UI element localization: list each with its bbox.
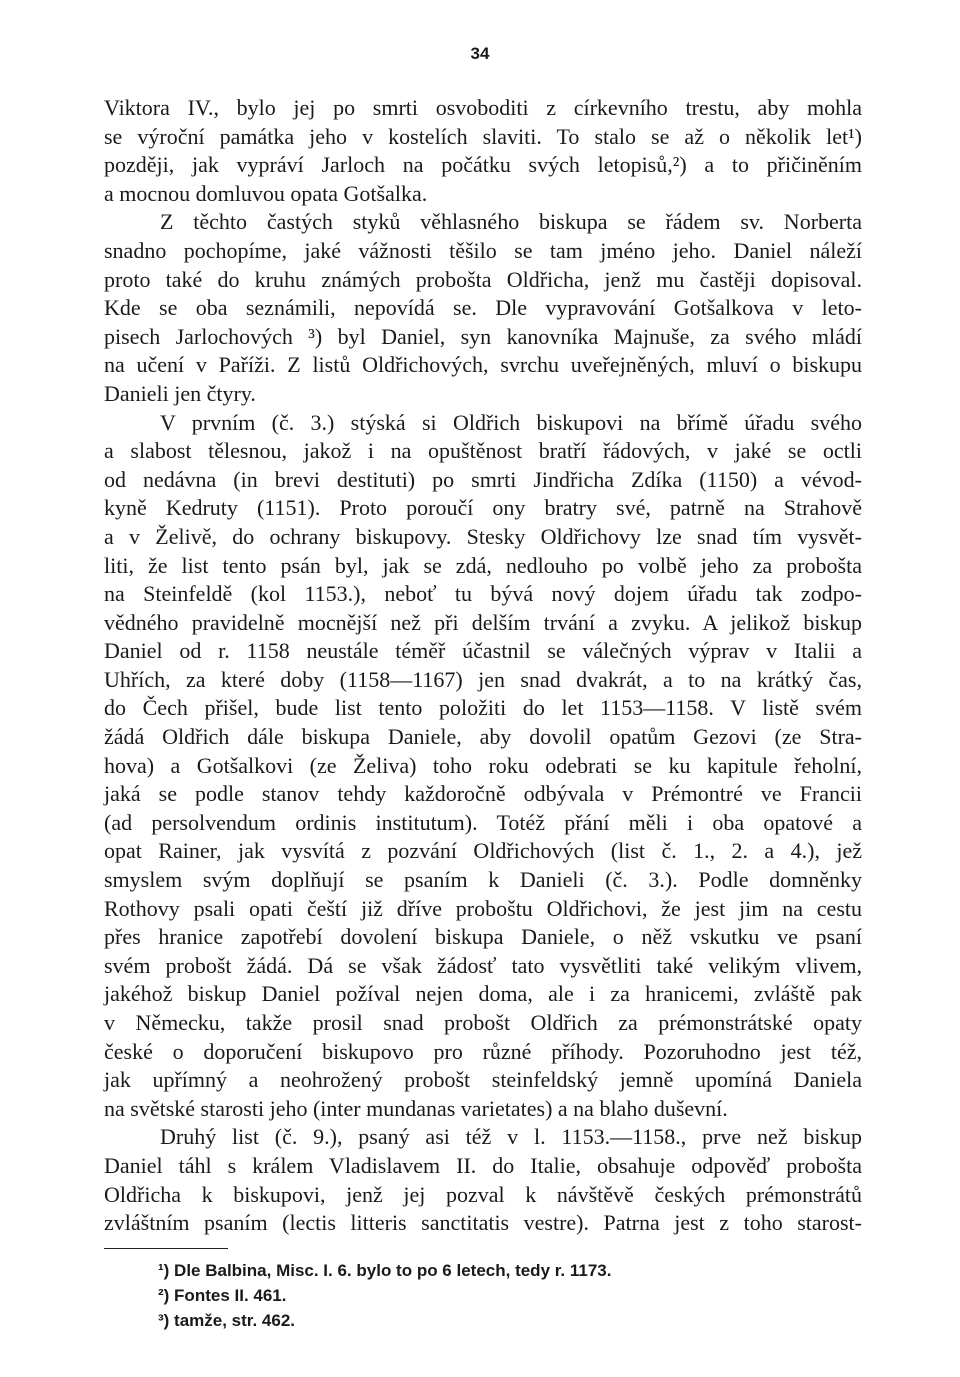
text-line: Oldřicha k biskupovi, jenž jej pozval k návštěvě českých prémonstrátů bbox=[104, 1181, 862, 1207]
text-line: Uhřích, za které doby (1158—1167) jen snad dvakrát, a to na krátký čas, bbox=[104, 666, 862, 692]
text-line: jak upřímný a neohrožený probošt steinfeldský jemně upomíná Daniela bbox=[104, 1067, 862, 1093]
text-line: proto také do kruhu známých proboštа Oldřicha, jenž mu častěji dopisoval. bbox=[104, 266, 862, 292]
text-line: Kde se oba seznámili, nepovídá se. Dle vypravování Gotšalkova v leto- bbox=[104, 295, 862, 321]
text-line: jaká se podle stanov tehdy každoročně odbývala v Prémontré ve Francii bbox=[104, 781, 862, 807]
text-line: V prvním (č. 3.) stýská si Oldřich biskupovi na břímě úřadu svého bbox=[160, 409, 862, 435]
text-line: Danieli jen čtyry. bbox=[104, 380, 256, 406]
body-text bbox=[104, 94, 862, 1238]
text-line: české o doporučení biskupovo pro různé příhody. Pozoruhodno jest též, bbox=[104, 1038, 862, 1064]
text-line: Z těchto častých styků věhlasného biskupa se řádem sv. Norberta bbox=[160, 209, 862, 235]
text-line: na světské starosti jeho (inter mundanas varietates) a na blaho duševní. bbox=[104, 1095, 728, 1121]
text-line: vědného pravidelně mocnější než při delším trvání a zvyku. A jelikož biskup bbox=[104, 609, 862, 635]
text-line: Daniel od r. 1158 neustále téměř účastnil se válečných výprav v Italii a bbox=[104, 638, 862, 664]
text-line: jakéhož biskup Daniel požíval nejen doma, ale i za hranicemi, zvláště pak bbox=[104, 981, 862, 1007]
text-line: se výroční památka jeho v kostelích slaviti. To stalo se až o několik let¹) bbox=[104, 123, 862, 149]
text-line: od nedávna (in brevi destituti) po smrti Jindřicha Zdíka (1150) a vévod- bbox=[104, 466, 862, 492]
page-number: 34 bbox=[470, 44, 490, 63]
text-line: Rothovy psali opati čeští již dříve proboštu Oldřichovi, že jest jim na cestu bbox=[104, 895, 862, 921]
text-line: Daniel táhl s králem Vladislavem II. do Italie, obsahuje odpověď probošta bbox=[104, 1152, 862, 1178]
text-line: v Německu, takže prosil snad probošt Oldřich za prémonstrátské opaty bbox=[104, 1010, 862, 1035]
text-line: (ad persolvendum ordinis institutum). Totéž přání měli i oba opatové a bbox=[104, 809, 862, 835]
text-line: žádá Oldřich dále biskupa Daniele, aby dovolil opatům Gezovi (ze Stra- bbox=[104, 724, 862, 750]
text-line: Druhý list (č. 9.), psaný asi též v l. 1153.—1158., prve než biskup bbox=[160, 1124, 862, 1150]
text-line: přes hranice zapotřebí dovolení biskupa Daniele, o něž vskutku ve psaní bbox=[104, 924, 862, 950]
footnotes bbox=[158, 1258, 858, 1333]
text-line: na Steinfeldě (kol 1153.), neboť tu bývá nový dojem úřadu tak zodpo- bbox=[104, 581, 862, 607]
text-line: později, jak vypráví Jarloch na počátku svých letopisů,²) a to přičiněním bbox=[104, 152, 862, 178]
text-line: zvláštním psaním (lectis litteris sanctitatis vestre). Patrna jest z toho starost- bbox=[104, 1210, 862, 1236]
footnote: ³) tamže, str. 462. bbox=[158, 1311, 296, 1330]
text-line: hova) a Gotšalkovi (ze Želiva) toho roku odebrati se ku kapitule řeholní, bbox=[104, 752, 862, 778]
text-line: a v Želivě, do ochrany biskupovy. Stesky Oldřichovy lze snad tím vysvět- bbox=[104, 523, 862, 549]
text-line: do Čech přišel, bude list tento položiti do let 1153—1158. V listě svém bbox=[104, 695, 862, 721]
text-line: opat Rainer, jak vysvítá z pozvání Oldřichových (list č. 1., 2. a 4.), jež bbox=[104, 838, 862, 864]
text-line: na učení v Paříži. Z listů Oldřichových, svrchu uveřejněných, mluví o biskupu bbox=[104, 352, 862, 378]
text-line: svém probošt žádá. Dá se však žádosť tato vysvětliti také velikým vlivem, bbox=[104, 952, 862, 978]
text-line: kyně Kedruty (1151). Proto poroučí ony bratry své, patrně na Strahově bbox=[104, 495, 862, 521]
text-line: a slabost tělesnou, jakož i na opuštěnost bratří řádových, v jaké se octli bbox=[104, 438, 862, 464]
text-line: snadno pochopíme, jaké vážnosti těšilo se tam jméno jeho. Daniel náleží bbox=[104, 237, 862, 263]
footnote: ¹) Dle Balbina, Misc. I. 6. bylo to po 6 letech, tedy r. 1173. bbox=[158, 1261, 612, 1280]
text-line: liti, že list tento psán byl, jak se zdá, nedlouho po volbě jeho za probošta bbox=[104, 552, 862, 578]
text-line: pisech Jarlochových ³) byl Daniel, syn kanovníka Majnuše, za svého mládí bbox=[104, 323, 862, 349]
text-line: a mocnou domluvou opata Gotšalka. bbox=[104, 180, 428, 206]
footnote: ²) Fontes II. 461. bbox=[158, 1286, 287, 1305]
text-line: Viktora IV., bylo jej po smrti osvoboditi z církevního trestu, aby mohla bbox=[104, 95, 862, 120]
footnote-divider bbox=[104, 1248, 228, 1249]
text-line: smyslem svým doplňují se psaním k Danieli (č. 3.). Podle domněnky bbox=[104, 867, 862, 893]
